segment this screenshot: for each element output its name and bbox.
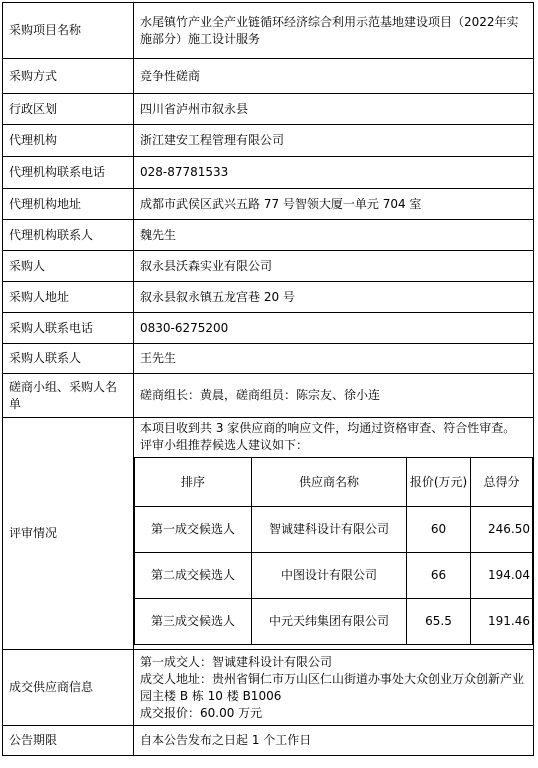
winner-name: 第一成交人：智诚建科设计有限公司 xyxy=(140,654,333,669)
value-region: 四川省泸州市叙永县 xyxy=(134,94,534,125)
candidate-price: 65.5 xyxy=(407,599,471,645)
candidate-row xyxy=(135,507,533,553)
candidate-row xyxy=(135,599,533,645)
value-agency-phone: 028-87781533 xyxy=(134,157,534,189)
candidate-rank: 第一成交候选人 xyxy=(135,507,252,553)
candidate-price: 66 xyxy=(407,553,471,599)
label-winner: 成交供应商信息 xyxy=(3,650,134,726)
row-project-name xyxy=(3,3,534,59)
label-review: 评审情况 xyxy=(3,418,134,650)
candidate-rank: 第二成交候选人 xyxy=(135,553,252,599)
label-purchaser-contact: 采购人联系人 xyxy=(3,344,134,374)
label-method: 采购方式 xyxy=(3,59,134,94)
header-price: 报价(万元) xyxy=(407,458,471,507)
value-panel: 磋商组长：黄晨，磋商组员：陈宗友、徐小连 xyxy=(134,374,534,418)
row-purchaser-phone xyxy=(3,313,534,344)
label-agency-phone: 代理机构联系电话 xyxy=(3,157,134,189)
value-purchaser: 叙永县沃森实业有限公司 xyxy=(134,251,534,282)
row-purchaser-contact xyxy=(3,344,534,374)
announcement-table xyxy=(2,2,534,756)
value-agency-address: 成都市武侯区武兴五路 77 号智领大厦一单元 704 室 xyxy=(134,189,534,220)
row-region xyxy=(3,94,534,125)
value-project-name: 水尾镇竹产业全产业链循环经济综合利用示范基地建设项目（2022年实施部分）施工设计服务 xyxy=(134,3,534,59)
label-agency-address: 代理机构地址 xyxy=(3,189,134,220)
candidate-row xyxy=(135,553,533,599)
value-purchaser-address: 叙永县叙永镇五龙宫巷 20 号 xyxy=(134,282,534,313)
row-notice xyxy=(3,726,534,756)
value-notice: 自本公告发布之日起 1 个工作日 xyxy=(134,726,534,756)
candidate-name: 智诚建科设计有限公司 xyxy=(252,507,407,553)
candidate-score: 246.50 xyxy=(471,507,533,553)
review-intro: 本项目收到共 3 家供应商的响应文件，均通过资格审查、符合性审查。评审小组推荐候选人建议如下： xyxy=(140,421,516,452)
label-project-name: 采购项目名称 xyxy=(3,3,134,59)
row-panel xyxy=(3,374,534,418)
candidate-price: 60 xyxy=(407,507,471,553)
label-panel: 磋商小组、采购人名单 xyxy=(3,374,134,418)
row-agency-phone xyxy=(3,157,534,189)
value-agency: 浙江建安工程管理有限公司 xyxy=(134,125,534,157)
candidate-score: 191.46 xyxy=(471,599,533,645)
label-purchaser-phone: 采购人联系电话 xyxy=(3,313,134,344)
row-purchaser-address xyxy=(3,282,534,313)
header-score: 总得分 xyxy=(471,458,533,507)
row-method xyxy=(3,59,534,94)
value-winner xyxy=(134,650,534,726)
candidate-rank: 第三成交候选人 xyxy=(135,599,252,645)
value-purchaser-phone: 0830-6275200 xyxy=(134,313,534,344)
candidates-table xyxy=(134,457,533,645)
row-agency-address xyxy=(3,189,534,220)
label-agency-contact: 代理机构联系人 xyxy=(3,220,134,251)
review-cell xyxy=(134,418,534,650)
header-supplier: 供应商名称 xyxy=(252,458,407,507)
header-rank: 排序 xyxy=(135,458,252,507)
winner-price: 成交报价：60.00 万元 xyxy=(140,705,263,720)
label-region: 行政区划 xyxy=(3,94,134,125)
label-purchaser-address: 采购人地址 xyxy=(3,282,134,313)
candidate-score: 194.04 xyxy=(471,553,533,599)
row-purchaser xyxy=(3,251,534,282)
label-purchaser: 采购人 xyxy=(3,251,134,282)
candidates-header xyxy=(135,458,533,507)
candidate-name: 中图设计有限公司 xyxy=(252,553,407,599)
label-agency: 代理机构 xyxy=(3,125,134,157)
row-winner xyxy=(3,650,534,726)
value-method: 竞争性磋商 xyxy=(134,59,534,94)
row-agency xyxy=(3,125,534,157)
value-purchaser-contact: 王先生 xyxy=(134,344,534,374)
value-agency-contact: 魏先生 xyxy=(134,220,534,251)
label-notice: 公告期限 xyxy=(3,726,134,756)
row-review xyxy=(3,418,534,650)
candidate-name: 中元天纬集团有限公司 xyxy=(252,599,407,645)
row-agency-contact xyxy=(3,220,534,251)
winner-address: 成交人地址：贵州省铜仁市万山区仁山街道办事处大众创业万众创新产业园主楼 B 栋 10 楼 B1006 xyxy=(140,671,525,703)
